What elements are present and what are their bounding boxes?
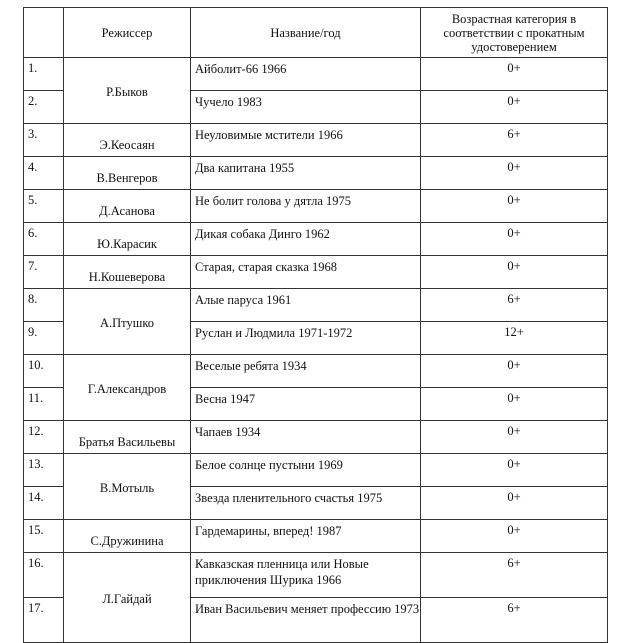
table-row bbox=[24, 355, 608, 388]
table-row bbox=[24, 553, 608, 598]
director-cell: В.Венгеров bbox=[64, 157, 191, 190]
header-director: Режиссер bbox=[64, 8, 191, 58]
film-title: Белое солнце пустыни 1969 bbox=[191, 454, 421, 487]
table-row bbox=[24, 520, 608, 553]
row-num: 6. bbox=[24, 223, 64, 256]
row-num: 2. bbox=[24, 91, 64, 124]
header-title: Название/год bbox=[191, 8, 421, 58]
table-row bbox=[24, 289, 608, 322]
age-rating: 0+ bbox=[421, 355, 608, 388]
age-rating: 0+ bbox=[421, 157, 608, 190]
row-num: 5. bbox=[24, 190, 64, 223]
table-row bbox=[24, 157, 608, 190]
age-rating: 12+ bbox=[421, 322, 608, 355]
row-num: 15. bbox=[24, 520, 64, 553]
film-title: Два капитана 1955 bbox=[191, 157, 421, 190]
film-title: Иван Васильевич меняет профессию 1973 bbox=[191, 598, 421, 643]
director-cell: Ю.Карасик bbox=[64, 223, 191, 256]
director-cell: С.Дружинина bbox=[64, 520, 191, 553]
row-num: 8. bbox=[24, 289, 64, 322]
age-rating: 0+ bbox=[421, 487, 608, 520]
row-num: 14. bbox=[24, 487, 64, 520]
age-rating: 0+ bbox=[421, 58, 608, 91]
film-title: Старая, старая сказка 1968 bbox=[191, 256, 421, 289]
age-rating: 6+ bbox=[421, 124, 608, 157]
film-title: Кавказская пленница или Новые приключения Шурика 1966 bbox=[191, 553, 421, 598]
row-num: 3. bbox=[24, 124, 64, 157]
header-num bbox=[24, 8, 64, 58]
table-row bbox=[24, 223, 608, 256]
table-row bbox=[24, 124, 608, 157]
row-num: 1. bbox=[24, 58, 64, 91]
age-rating: 0+ bbox=[421, 190, 608, 223]
director-cell: Н.Кошеверова bbox=[64, 256, 191, 289]
row-num: 13. bbox=[24, 454, 64, 487]
film-title: Алые паруса 1961 bbox=[191, 289, 421, 322]
table-row bbox=[24, 190, 608, 223]
film-title: Дикая собака Динго 1962 bbox=[191, 223, 421, 256]
director-cell: Братья Васильевы bbox=[64, 421, 191, 454]
header-row bbox=[24, 8, 608, 58]
director-cell: Э.Кеосаян bbox=[64, 124, 191, 157]
row-num: 11. bbox=[24, 388, 64, 421]
age-rating: 0+ bbox=[421, 388, 608, 421]
film-title: Руслан и Людмила 1971-1972 bbox=[191, 322, 421, 355]
film-title: Гардемарины, вперед! 1987 bbox=[191, 520, 421, 553]
director-cell: Д.Асанова bbox=[64, 190, 191, 223]
director-cell: Г.Александров bbox=[64, 355, 191, 421]
age-rating: 6+ bbox=[421, 553, 608, 598]
age-rating: 6+ bbox=[421, 289, 608, 322]
age-rating: 0+ bbox=[421, 256, 608, 289]
film-title: Звезда пленительного счастья 1975 bbox=[191, 487, 421, 520]
film-title: Не болит голова у дятла 1975 bbox=[191, 190, 421, 223]
row-num: 4. bbox=[24, 157, 64, 190]
row-num: 12. bbox=[24, 421, 64, 454]
film-title: Неуловимые мстители 1966 bbox=[191, 124, 421, 157]
director-cell: А.Птушко bbox=[64, 289, 191, 355]
age-rating: 0+ bbox=[421, 520, 608, 553]
age-rating: 0+ bbox=[421, 223, 608, 256]
row-num: 17. bbox=[24, 598, 64, 643]
age-rating: 0+ bbox=[421, 91, 608, 124]
age-rating: 6+ bbox=[421, 598, 608, 643]
row-num: 16. bbox=[24, 553, 64, 598]
film-title: Айболит-66 1966 bbox=[191, 58, 421, 91]
table-row bbox=[24, 58, 608, 91]
director-cell: Р.Быков bbox=[64, 58, 191, 124]
age-rating: 0+ bbox=[421, 421, 608, 454]
table-row bbox=[24, 256, 608, 289]
row-num: 7. bbox=[24, 256, 64, 289]
film-title: Чучело 1983 bbox=[191, 91, 421, 124]
film-title: Чапаев 1934 bbox=[191, 421, 421, 454]
table-row bbox=[24, 454, 608, 487]
row-num: 10. bbox=[24, 355, 64, 388]
age-rating: 0+ bbox=[421, 454, 608, 487]
director-cell: Л.Гайдай bbox=[64, 553, 191, 643]
film-title: Веселые ребята 1934 bbox=[191, 355, 421, 388]
films-table bbox=[23, 7, 608, 643]
header-age: Возрастная категория в соответствии с прокатным удостоверением bbox=[421, 8, 608, 58]
row-num: 9. bbox=[24, 322, 64, 355]
table-row bbox=[24, 421, 608, 454]
film-title: Весна 1947 bbox=[191, 388, 421, 421]
director-cell: В.Мотыль bbox=[64, 454, 191, 520]
